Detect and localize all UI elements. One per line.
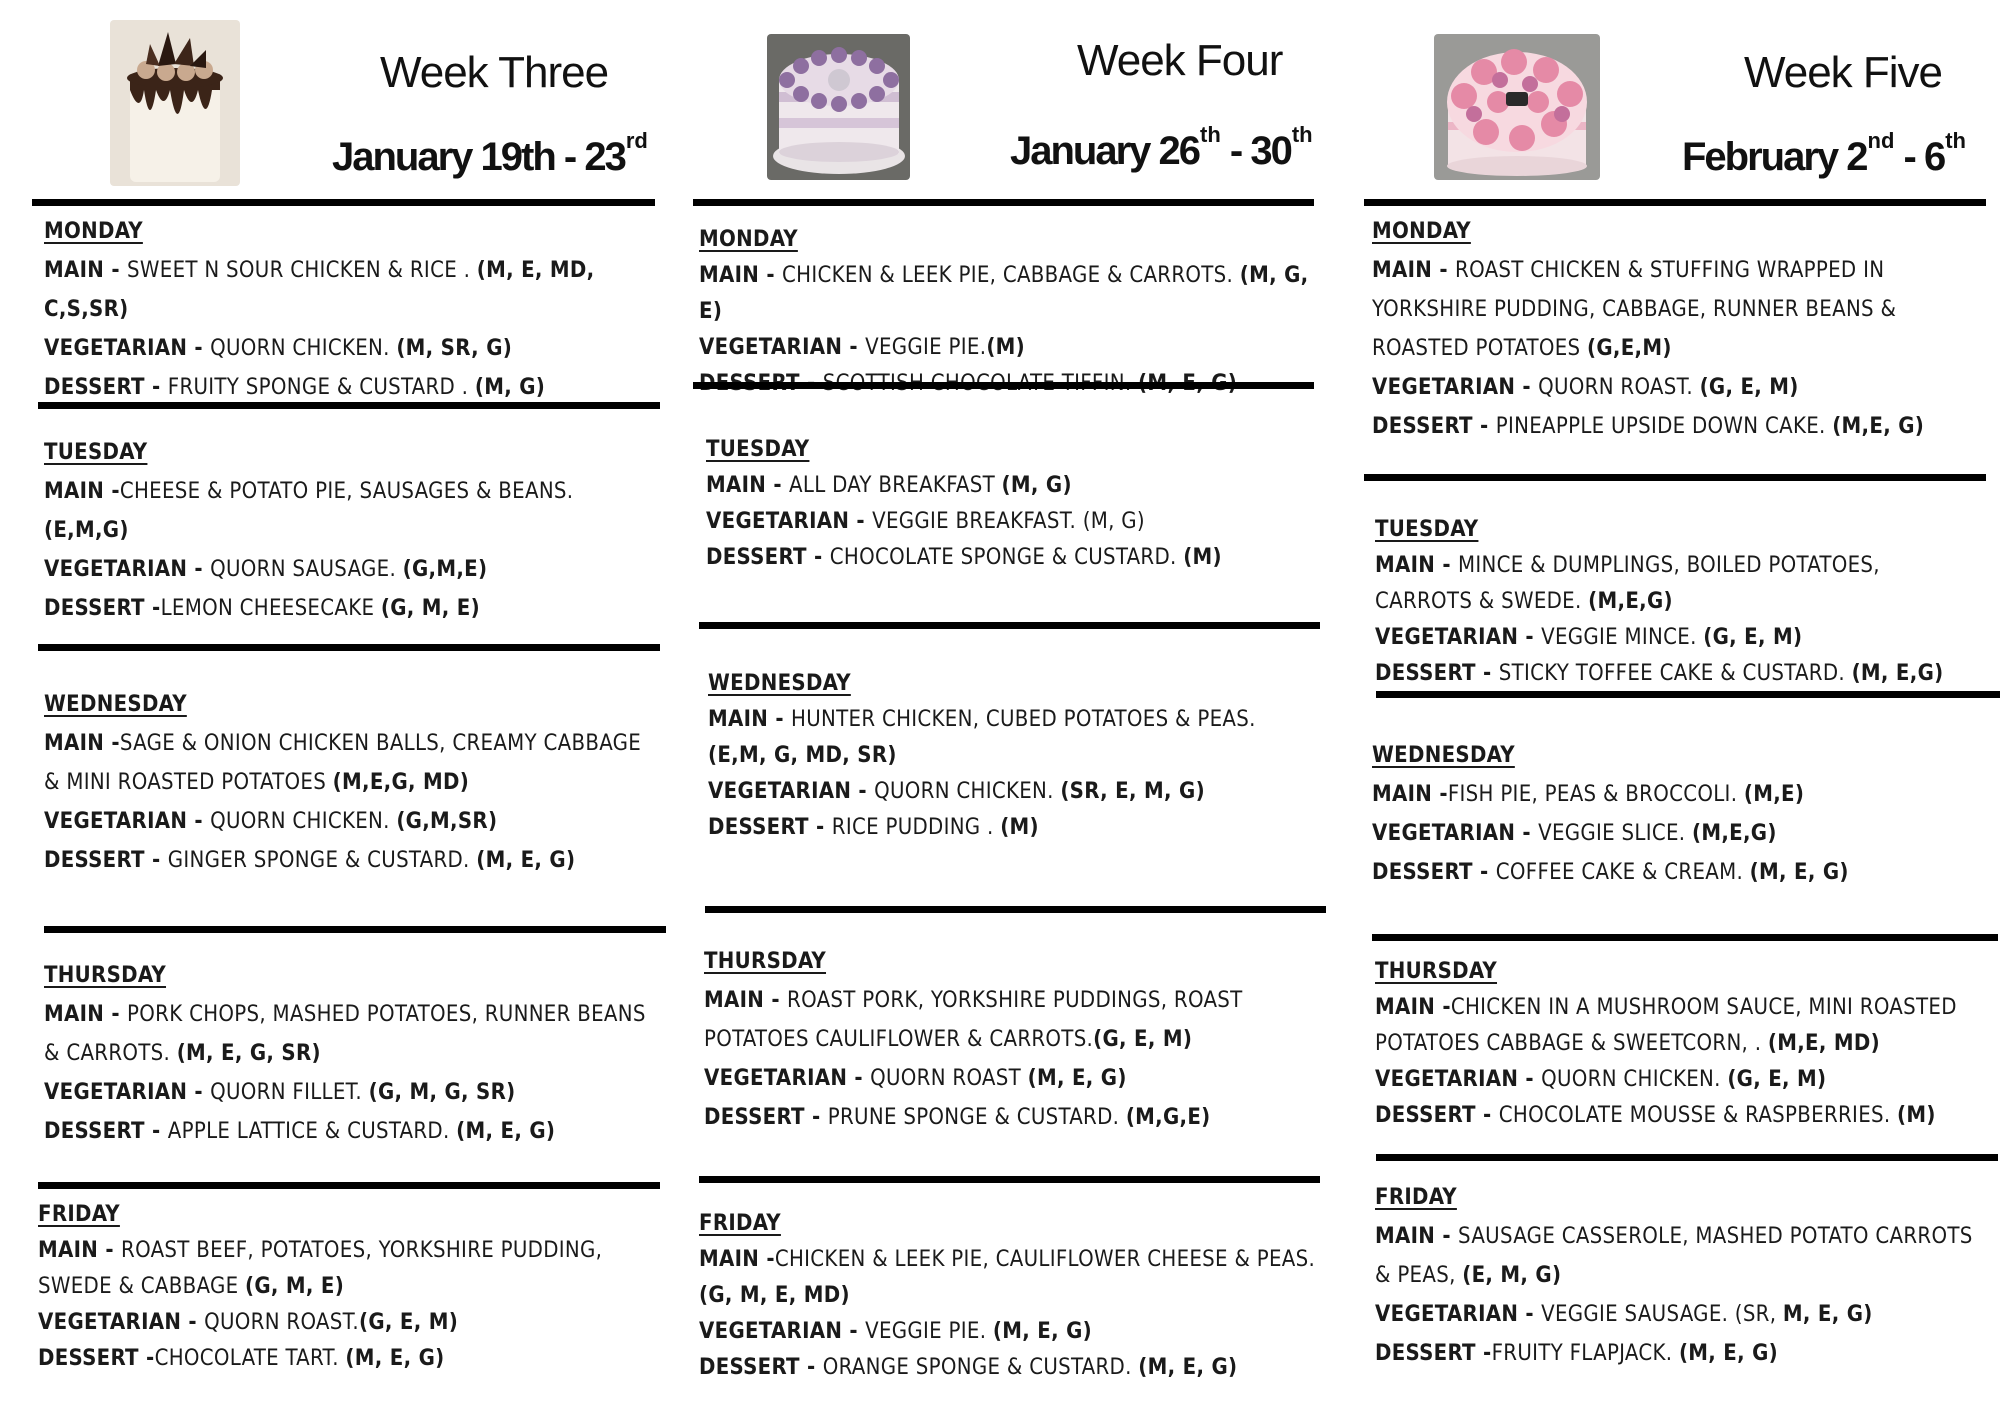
- dessert-text: CHOCOLATE SPONGE & CUSTARD.: [829, 545, 1184, 570]
- main-dish: [1372, 251, 1972, 368]
- vegetarian-dish: [706, 504, 1326, 540]
- main-text: SAUSAGE CASSEROLE, MASHED POTATO CARROTS & PEAS,: [1375, 1224, 1973, 1288]
- allergens: (M, SR, G): [396, 336, 513, 361]
- dessert-dish: [708, 810, 1308, 846]
- divider: [1372, 934, 1998, 941]
- day-block: [38, 1197, 658, 1377]
- vegetarian-dish: [708, 774, 1308, 810]
- vegetarian-label: VEGETARIAN -: [706, 509, 873, 534]
- allergens: (M, E, G): [1027, 1066, 1127, 1091]
- allergens: (SR, E, M, G): [1060, 779, 1205, 804]
- main-text: SAGE & ONION CHICKEN BALLS, CREAMY CABBAGE & MINI ROASTED POTATOES: [44, 731, 642, 795]
- day-block: [704, 942, 1324, 1137]
- day-name: THURSDAY: [704, 949, 827, 974]
- day-name: THURSDAY: [1375, 959, 1498, 984]
- main-label: MAIN -: [1375, 995, 1451, 1020]
- vegetarian-label: VEGETARIAN -: [1375, 1067, 1542, 1092]
- dessert-dish: [1375, 656, 1975, 692]
- day-block: [44, 212, 654, 407]
- allergens: M, E, G): [1782, 1302, 1873, 1327]
- main-text: PORK CHOPS, MASHED POTATOES, RUNNER BEANS & CARROTS.: [44, 1002, 646, 1066]
- dessert-label: DESSERT -: [1372, 860, 1496, 885]
- dessert-label: DESSERT -: [44, 848, 168, 873]
- allergens: (M, E, G): [1138, 1355, 1238, 1380]
- allergens: (M, G): [474, 375, 546, 400]
- week-dates: [1682, 128, 1966, 180]
- day-name: MONDAY: [699, 227, 798, 252]
- dessert-label: DESSERT -: [44, 375, 168, 400]
- main-dish: [44, 251, 654, 329]
- day-name: THURSDAY: [44, 963, 167, 988]
- allergens: (M): [1000, 815, 1039, 840]
- date-range-end: - 30: [1220, 129, 1291, 173]
- day-block: [44, 433, 654, 628]
- divider: [1364, 199, 1986, 206]
- dessert-label: DESSERT -: [44, 596, 161, 621]
- vegetarian-dish: [44, 550, 654, 589]
- day-block: [1372, 212, 1972, 446]
- allergens: (M,E): [1743, 782, 1805, 807]
- main-dish: [38, 1233, 658, 1305]
- main-label: MAIN -: [704, 988, 788, 1013]
- dessert-dish: [38, 1341, 658, 1377]
- day-name: FRIDAY: [699, 1211, 781, 1236]
- main-label: MAIN -: [38, 1238, 122, 1263]
- allergens: (M, E, G): [1678, 1341, 1779, 1366]
- day-block: [1375, 1178, 1975, 1373]
- week-column: [1342, 0, 2000, 1414]
- main-label: MAIN -: [44, 479, 120, 504]
- vegetarian-label: VEGETARIAN -: [44, 1080, 211, 1105]
- vegetarian-label: VEGETARIAN -: [708, 779, 875, 804]
- main-label: MAIN -: [44, 258, 128, 283]
- week-title: Week Four: [1077, 36, 1283, 85]
- main-dish: [708, 702, 1308, 774]
- divider: [44, 926, 666, 933]
- vegetarian-dish: [704, 1059, 1324, 1098]
- vegetarian-text: VEGGIE PIE.: [865, 1319, 993, 1344]
- allergens: (G, E, M): [1093, 1027, 1193, 1052]
- day-block: [708, 666, 1308, 846]
- dessert-dish: [44, 1112, 654, 1151]
- dessert-text: LEMON CHEESECAKE: [160, 596, 381, 621]
- main-text: FISH PIE, PEAS & BROCCOLI.: [1447, 782, 1744, 807]
- main-dish: [44, 995, 654, 1073]
- dessert-text: CHOCOLATE TART.: [154, 1346, 346, 1371]
- vegetarian-text: QUORN CHICKEN.: [210, 336, 397, 361]
- allergens: (M): [1183, 545, 1222, 570]
- main-dish: [704, 981, 1324, 1059]
- main-label: MAIN -: [708, 707, 792, 732]
- day-block: [44, 956, 654, 1151]
- week-title: Week Three: [380, 48, 609, 97]
- vegetarian-label: VEGETARIAN -: [1375, 625, 1542, 650]
- dessert-label: DESSERT -: [704, 1105, 828, 1130]
- main-dish: [699, 1242, 1324, 1314]
- main-label: MAIN -: [44, 731, 120, 756]
- allergens: (M,G,E): [1125, 1105, 1211, 1130]
- dessert-text: COFFEE CAKE & CREAM.: [1495, 860, 1750, 885]
- dessert-label: DESSERT -: [1375, 1341, 1492, 1366]
- allergens: (E,M, G, MD, SR): [708, 743, 897, 768]
- allergens: (M, G): [1001, 473, 1072, 498]
- allergens: (M, E, G): [345, 1346, 445, 1371]
- vegetarian-label: VEGETARIAN -: [1372, 821, 1539, 846]
- allergens: (M, G, E): [699, 263, 1309, 324]
- allergens: (M,E,G): [1691, 821, 1777, 846]
- main-label: MAIN -: [1375, 553, 1459, 578]
- dessert-label: DESSERT -: [1375, 661, 1499, 686]
- allergens: (E, M, G): [1462, 1263, 1562, 1288]
- date-suffix: th: [1945, 128, 1966, 153]
- main-text: ROAST CHICKEN & STUFFING WRAPPED IN YORKSHIRE PUDDING, CABBAGE, RUNNER BEANS & ROASTED POTATOES: [1372, 258, 1897, 361]
- week-column: [0, 0, 670, 1414]
- allergens: (G, M, E): [380, 596, 480, 621]
- main-label: MAIN -: [1372, 258, 1456, 283]
- vegetarian-text: VEGGIE MINCE.: [1541, 625, 1704, 650]
- vegetarian-text: QUORN CHICKEN.: [210, 809, 397, 834]
- dessert-label: DESSERT -: [1372, 414, 1496, 439]
- dessert-dish: [1375, 1098, 1985, 1134]
- dessert-dish: [1372, 407, 1972, 446]
- dessert-dish: [699, 1350, 1324, 1386]
- main-dish: [1375, 548, 1975, 620]
- vegetarian-text: VEGGIE BREAKFAST. (M, G): [872, 509, 1145, 534]
- main-dish: [44, 724, 654, 802]
- dessert-dish: [704, 1098, 1324, 1137]
- divider: [699, 1176, 1320, 1183]
- dessert-text: ORANGE SPONGE & CUSTARD.: [822, 1355, 1139, 1380]
- date-suffix: rd: [625, 128, 648, 153]
- vegetarian-text: QUORN CHICKEN.: [1541, 1067, 1728, 1092]
- dessert-dish: [1375, 1334, 1975, 1373]
- vegetarian-dish: [1372, 368, 1972, 407]
- divider: [693, 199, 1314, 206]
- day-name: MONDAY: [44, 219, 143, 244]
- vegetarian-dish: [699, 1314, 1324, 1350]
- vegetarian-text: VEGGIE SLICE.: [1538, 821, 1692, 846]
- divider: [38, 644, 660, 651]
- day-name: MONDAY: [1372, 219, 1471, 244]
- day-block: [1372, 736, 1972, 892]
- main-label: MAIN -: [1375, 1224, 1459, 1249]
- dessert-text: PRUNE SPONGE & CUSTARD.: [827, 1105, 1126, 1130]
- allergens: (G, M, E, MD): [699, 1283, 850, 1308]
- week-dates: [1010, 122, 1313, 174]
- divider: [705, 906, 1326, 913]
- pink-rose-cake-image: [1434, 34, 1600, 180]
- divider: [1364, 474, 1986, 481]
- main-text: CHICKEN & LEEK PIE, CABBAGE & CARROTS.: [782, 263, 1240, 288]
- week-dates: [332, 128, 648, 180]
- chocolate-drip-cake-image: [110, 20, 240, 186]
- main-text: CHICKEN IN A MUSHROOM SAUCE, MINI ROASTED POTATOES CABBAGE & SWEETCORN, .: [1375, 995, 1957, 1056]
- main-text: CHEESE & POTATO PIE, SAUSAGES & BEANS.: [119, 479, 574, 504]
- vegetarian-label: VEGETARIAN -: [44, 809, 211, 834]
- day-block: [44, 685, 654, 880]
- dessert-text: GINGER SPONGE & CUSTARD.: [167, 848, 477, 873]
- vegetarian-label: VEGETARIAN -: [44, 557, 211, 582]
- vegetarian-dish: [1375, 1295, 1975, 1334]
- divider: [38, 402, 660, 409]
- dessert-label: DESSERT -: [38, 1346, 155, 1371]
- day-name: WEDNESDAY: [1372, 743, 1515, 768]
- divider: [1376, 1154, 1998, 1161]
- main-text: ROAST BEEF, POTATOES, YORKSHIRE PUDDING, SWEDE & CABBAGE: [38, 1238, 603, 1299]
- day-block: [1375, 954, 1985, 1134]
- date-range-end: - 6: [1894, 135, 1945, 179]
- main-dish: [1375, 1217, 1975, 1295]
- day-name: TUESDAY: [706, 437, 810, 462]
- vegetarian-label: VEGETARIAN -: [38, 1310, 205, 1335]
- dessert-dish: [706, 540, 1326, 576]
- main-text: HUNTER CHICKEN, CUBED POTATOES & PEAS.: [791, 707, 1256, 732]
- vegetarian-text: QUORN SAUSAGE.: [210, 557, 403, 582]
- divider: [1376, 691, 2000, 698]
- date-suffix: th: [1200, 122, 1221, 147]
- dessert-text: FRUITY FLAPJACK.: [1491, 1341, 1679, 1366]
- allergens: (G,M,SR): [396, 809, 498, 834]
- dessert-label: DESSERT -: [708, 815, 832, 840]
- vegetarian-text: VEGGIE PIE.: [865, 335, 987, 360]
- day-name: TUESDAY: [1375, 517, 1479, 542]
- allergens: (G, E, M): [359, 1310, 459, 1335]
- allergens: (G, M, E): [245, 1274, 345, 1299]
- vegetarian-dish: [44, 329, 654, 368]
- vegetarian-text: QUORN ROAST.: [204, 1310, 359, 1335]
- vegetarian-label: VEGETARIAN -: [699, 335, 866, 360]
- vegetarian-label: VEGETARIAN -: [1375, 1302, 1542, 1327]
- dessert-text: STICKY TOFFEE CAKE & CUSTARD.: [1498, 661, 1852, 686]
- lilac-buttercream-cake-image: [767, 34, 910, 180]
- main-dish: [1375, 990, 1985, 1062]
- main-dish: [706, 468, 1326, 504]
- allergens: (M, E, G): [456, 1119, 556, 1144]
- divider: [32, 199, 655, 206]
- vegetarian-label: VEGETARIAN -: [1372, 375, 1539, 400]
- dessert-dish: [44, 589, 654, 628]
- day-name: WEDNESDAY: [708, 671, 851, 696]
- date-range: January 26: [1010, 129, 1200, 173]
- vegetarian-dish: [699, 330, 1319, 366]
- main-label: MAIN -: [44, 1002, 128, 1027]
- main-label: MAIN -: [706, 473, 790, 498]
- main-label: MAIN -: [1372, 782, 1448, 807]
- day-name: FRIDAY: [38, 1202, 120, 1227]
- vegetarian-label: VEGETARIAN -: [704, 1066, 871, 1091]
- dessert-text: RICE PUDDING .: [831, 815, 1001, 840]
- allergens: (M, E, G, SR): [176, 1041, 321, 1066]
- vegetarian-label: VEGETARIAN -: [44, 336, 211, 361]
- dessert-label: DESSERT -: [699, 1355, 823, 1380]
- vegetarian-dish: [1375, 1062, 1985, 1098]
- allergens: (M, E, MD, C,S,SR): [44, 258, 595, 322]
- vegetarian-dish: [44, 802, 654, 841]
- main-dish: [699, 258, 1319, 330]
- day-block: [1375, 512, 1975, 692]
- vegetarian-text: VEGGIE SAUSAGE. (SR,: [1541, 1302, 1783, 1327]
- date-range: February 2: [1682, 135, 1867, 179]
- allergens: (M,E,G): [1588, 589, 1673, 614]
- vegetarian-dish: [38, 1305, 658, 1341]
- divider: [699, 622, 1320, 629]
- date-suffix: nd: [1867, 128, 1895, 153]
- day-name: TUESDAY: [44, 440, 148, 465]
- allergens: (M,E, G): [1832, 414, 1925, 439]
- divider: [38, 1182, 660, 1189]
- dessert-text: FRUITY SPONGE & CUSTARD .: [167, 375, 475, 400]
- allergens: (M, E, G): [1749, 860, 1849, 885]
- allergens: (M, E, G): [476, 848, 576, 873]
- dessert-text: CHOCOLATE MOUSSE & RASPBERRIES.: [1498, 1103, 1898, 1128]
- allergens: (M, E,G): [1851, 661, 1944, 686]
- day-block: [699, 1206, 1324, 1386]
- day-block: [706, 432, 1326, 576]
- main-text: ALL DAY BREAKFAST: [789, 473, 1002, 498]
- main-dish: [1372, 775, 1972, 814]
- dessert-dish: [1372, 853, 1972, 892]
- week-title: Week Five: [1744, 48, 1943, 97]
- day-name: FRIDAY: [1375, 1185, 1457, 1210]
- main-label: MAIN -: [699, 263, 783, 288]
- date-range: January 19th - 23: [332, 135, 625, 179]
- main-text: ROAST PORK, YORKSHIRE PUDDINGS, ROAST POTATOES CAULIFLOWER & CARROTS.: [704, 988, 1243, 1052]
- vegetarian-dish: [1375, 620, 1975, 656]
- allergens: (G,E,M): [1587, 336, 1672, 361]
- allergens: (G, E, M): [1703, 625, 1803, 650]
- allergens: (M,E, MD): [1767, 1031, 1880, 1056]
- date-suffix: th: [1291, 122, 1313, 147]
- day-name: WEDNESDAY: [44, 692, 187, 717]
- dessert-text: PINEAPPLE UPSIDE DOWN CAKE.: [1495, 414, 1833, 439]
- allergens: (G,M,E): [402, 557, 488, 582]
- main-text: CHICKEN & LEEK PIE, CAULIFLOWER CHEESE & PEAS.: [774, 1247, 1316, 1272]
- allergens: (G, E, M): [1727, 1067, 1827, 1092]
- main-text: MINCE & DUMPLINGS, BOILED POTATOES, CARROTS & SWEDE.: [1375, 553, 1880, 614]
- dessert-label: DESSERT -: [1375, 1103, 1499, 1128]
- vegetarian-text: QUORN FILLET.: [210, 1080, 369, 1105]
- week-column: [670, 0, 1342, 1414]
- allergens: (G, E, M): [1699, 375, 1799, 400]
- allergens: (M): [986, 335, 1026, 360]
- dessert-label: DESSERT -: [44, 1119, 168, 1144]
- allergens: (G, M, G, SR): [368, 1080, 516, 1105]
- vegetarian-label: VEGETARIAN -: [699, 1319, 866, 1344]
- allergens: (M): [1897, 1103, 1936, 1128]
- allergens: (E,M,G): [44, 518, 129, 543]
- day-block: [699, 222, 1319, 402]
- vegetarian-dish: [1372, 814, 1972, 853]
- main-text: SWEET N SOUR CHICKEN & RICE .: [127, 258, 477, 283]
- dessert-label: DESSERT -: [706, 545, 830, 570]
- vegetarian-text: QUORN ROAST: [870, 1066, 1028, 1091]
- divider: [693, 382, 1314, 389]
- allergens: (M, E, G): [992, 1319, 1092, 1344]
- vegetarian-text: QUORN ROAST.: [1538, 375, 1700, 400]
- main-dish: [44, 472, 654, 550]
- dessert-text: APPLE LATTICE & CUSTARD.: [167, 1119, 457, 1144]
- vegetarian-dish: [44, 1073, 654, 1112]
- main-label: MAIN -: [699, 1247, 775, 1272]
- vegetarian-text: QUORN CHICKEN.: [874, 779, 1061, 804]
- allergens: (M,E,G, MD): [332, 770, 470, 795]
- dessert-dish: [44, 841, 654, 880]
